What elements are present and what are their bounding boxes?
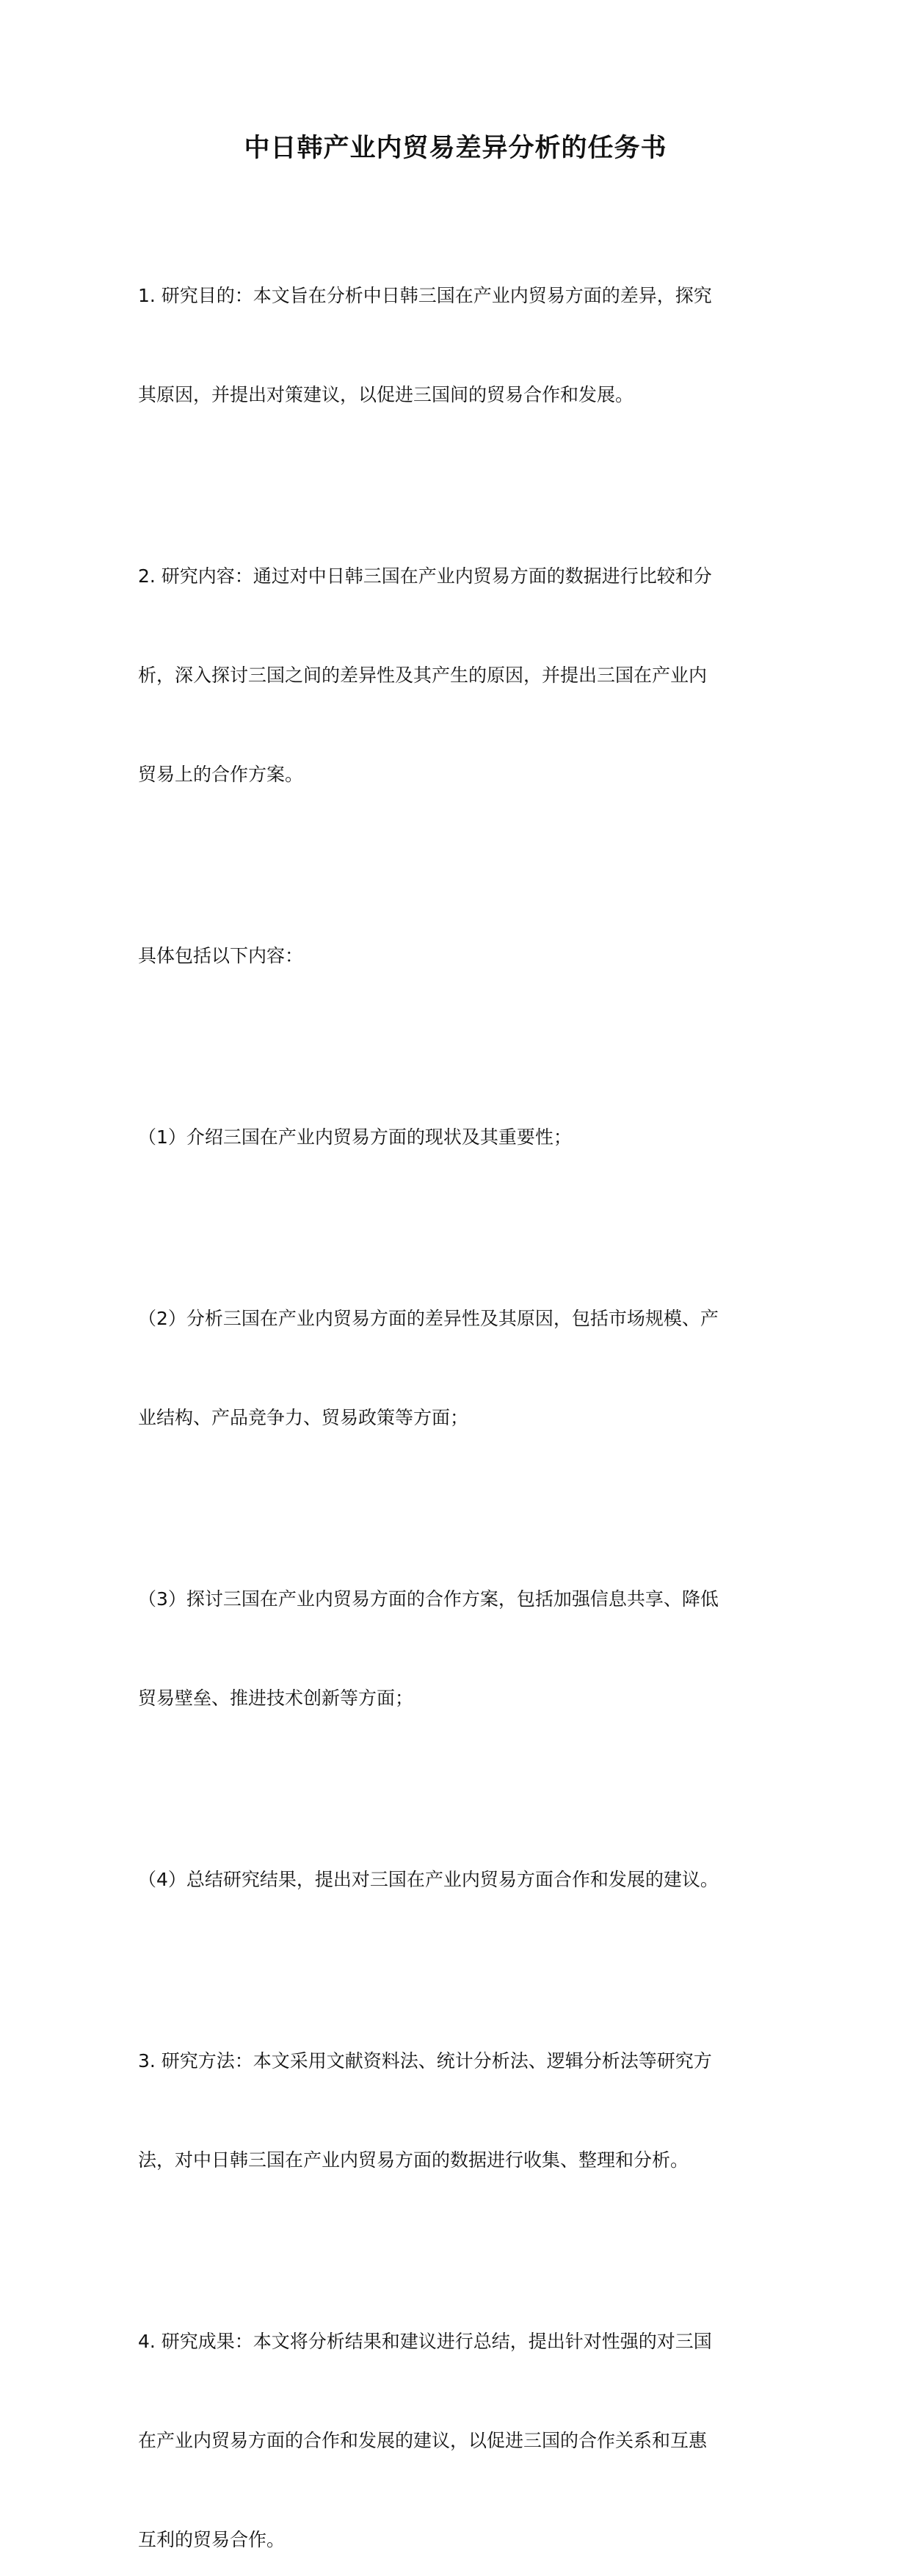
text-line: 业结构、产品竞争力、贸易政策等方面；: [138, 1407, 469, 1428]
text-line: 互利的贸易合作。: [138, 2529, 286, 2550]
list-item-1: [138, 1054, 769, 1220]
text-line: 其原因，并提出对策建议，以促进三国间的贸易合作和发展。: [138, 384, 634, 405]
text-line: （1）介绍三国在产业内贸易方面的现状及其重要性；: [138, 1126, 572, 1148]
text-line: （3）探讨三国在产业内贸易方面的合作方案，包括加强信息共享、降低: [138, 1588, 719, 1610]
text-line: 在产业内贸易方面的合作和发展的建议，以促进三国的合作关系和互惠: [138, 2430, 708, 2451]
text-line: （4）总结研究结果，提出对三国在产业内贸易方面合作和发展的建议。: [138, 1869, 719, 1890]
text-line: 析，深入探讨三国之间的差异性及其产生的原因，并提出三国在产业内: [138, 665, 708, 686]
paragraph-research-results: [138, 2259, 769, 2576]
text-line: 4. 研究成果：本文将分析结果和建议进行总结，提出针对性强的对三国: [138, 2331, 712, 2352]
list-item-2: [138, 1236, 769, 1500]
paragraph-content-intro: [138, 873, 769, 1038]
text-line: 2. 研究内容：通过对中日韩三国在产业内贸易方面的数据进行比较和分: [138, 565, 712, 587]
text-line: 1. 研究目的：本文旨在分析中日韩三国在产业内贸易方面的差异，探究: [138, 285, 712, 306]
text-line: 贸易壁垒、推进技术创新等方面；: [138, 1687, 414, 1709]
list-item-4: [138, 1797, 769, 1962]
text-line: 法，对中日韩三国在产业内贸易方面的数据进行收集、整理和分析。: [138, 2149, 689, 2171]
text-line: 3. 研究方法：本文采用文献资料法、统计分析法、逻辑分析法等研究方: [138, 2050, 712, 2072]
paragraph-research-purpose: [138, 213, 769, 477]
text-line: 具体包括以下内容：: [138, 945, 304, 966]
text-line: （2）分析三国在产业内贸易方面的差异性及其原因，包括市场规模、产: [138, 1308, 719, 1329]
list-item-3: [138, 1516, 769, 1781]
paragraph-research-method: [138, 1978, 769, 2243]
document-title: 中日韩产业内贸易差异分析的任务书: [244, 134, 667, 163]
document-body: [138, 213, 769, 2576]
paragraph-research-content: [138, 493, 769, 857]
text-line: 贸易上的合作方案。: [138, 764, 304, 785]
